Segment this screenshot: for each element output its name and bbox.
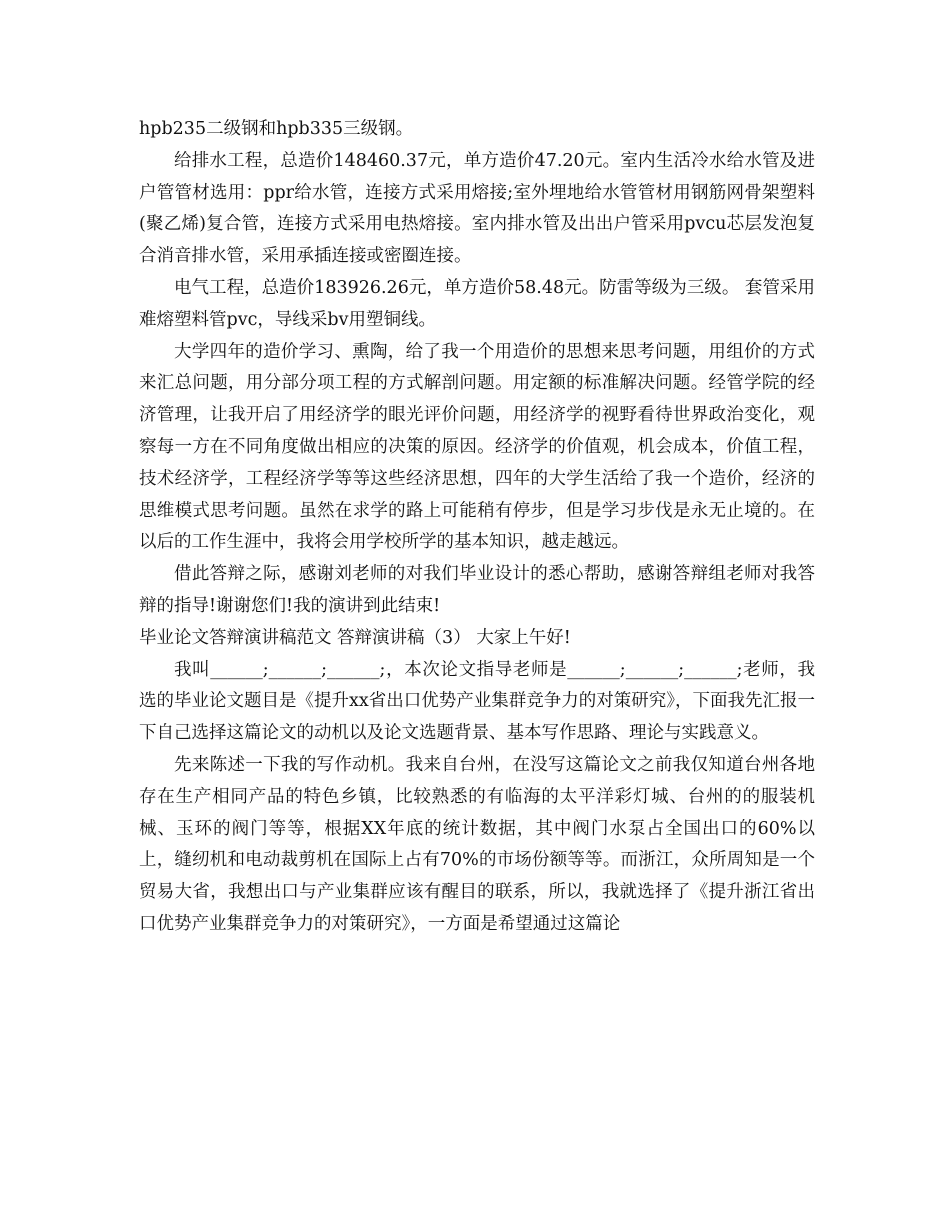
paragraph-steel-grades: hpb235二级钢和hpb335三级钢。 — [139, 119, 414, 139]
section-heading: 毕业论文答辩演讲稿范文 答辩演讲稿（3） 大家上午好! — [139, 627, 571, 648]
paragraph-motivation: 先来陈述一下我的写作动机。我来自台州，在没写这篇论文之前我仅知道台州各地存在生产相同产品的特色乡镇，比较熟悉的有临海的太平洋彩灯城、台州的的服装机械、玉环的阀门等等，根据XX年底的统计数据，其中阀门水泵占全国出口的60%以上，缝纫机和电动裁剪机在国际上占有70%的市场份额等等。而浙江，众所周知是一个贸易大省，我想出口与产业集群应该有醒目的联系，所以，我就选择了《提升浙江省出口优势产业集群竞争力的对策研究》，一方面是希望通过这篇论 — [139, 754, 815, 934]
paragraph-thanks: 借此答辩之际，感谢刘老师的对我们毕业设计的悉心帮助，感谢答辩组老师对我答辩的指导!谢谢您们!我的演讲到此结束! — [139, 564, 815, 616]
paragraph-university-study: 大学四年的造价学习、熏陶，给了我一个用造价的思想来思考问题，用组价的方式来汇总问题，用分部分项工程的方式解剖问题。用定额的标准解决问题。经管学院的经济管理，让我开启了用经济学的眼光评价问题，用经济学的视野看待世界政治变化，观察每一方在不同角度做出相应的决策的原因。经济学的价值观，机会成本，价值工程，技术经济学，工程经济学等等这些经济思想，四年的大学生活给了我一个造价，经济的思维模式思考问题。虽然在求学的路上可能稍有停步，但是学习步伐是永无止境的。在以后的工作生涯中，我将会用学校所学的基本知识，越走越远。 — [139, 341, 815, 553]
paragraph-plumbing-works: 给排水工程，总造价148460.37元，单方造价47.20元。室内生活冷水给水管及进户管管材选用：ppr给水管，连接方式采用熔接;室外埋地给水管管材用钢筋网骨架塑料(聚乙烯)复合管，连接方式采用电热熔接。室内排水管及出出户管采用pvcu芯层发泡复合消音排水管，采用承插连接或密圈连接。 — [139, 150, 815, 267]
paragraph-electrical-works: 电气工程，总造价183926.26元，单方造价58.48元。防雷等级为三级。 套管采用难熔塑料管pvc，导线采bv用塑铜线。 — [139, 277, 815, 330]
paragraph-introduction: 我叫______;______;______;，本次论文指导老师是______;______;______;老师，我选的毕业论文题目是《提升xx省出口优势产业集群竞争力的对策研究》，下面我先汇报一下自己选择这篇论文的动机以及论文选题背景、基本写作思路、理论与实践意义。 — [139, 659, 815, 744]
document-body — [139, 114, 815, 941]
